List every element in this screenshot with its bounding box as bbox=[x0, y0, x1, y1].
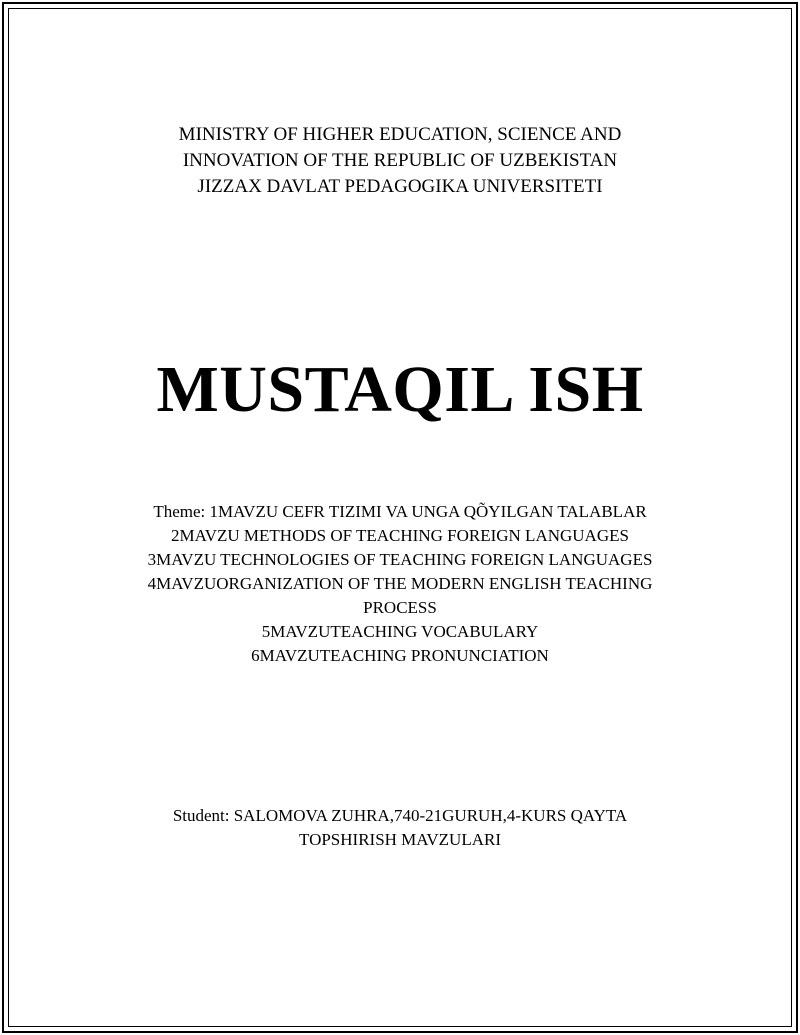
student-line: Student: SALOMOVA ZUHRA,740-21GURUH,4-KURS QAYTA bbox=[172, 806, 628, 825]
theme-line: 4MAVZUORGANIZATION OF THE MODERN ENGLISH TEACHING bbox=[147, 574, 653, 593]
theme-line: 6MAVZUTEACHING PRONUNCIATION bbox=[251, 646, 549, 665]
theme-line: 5MAVZUTEACHING VOCABULARY bbox=[261, 622, 539, 641]
theme-line: Theme: 1MAVZU CEFR TIZIMI VA UNGA QÕYILGAN TALABLAR bbox=[153, 502, 647, 521]
theme-line: 3MAVZU TECHNOLOGIES OF TEACHING FOREIGN LANGUAGES bbox=[147, 550, 653, 569]
ministry-header bbox=[0, 122, 800, 200]
theme-line: PROCESS bbox=[363, 598, 437, 617]
header-line: MINISTRY OF HIGHER EDUCATION, SCIENCE AND bbox=[178, 124, 622, 145]
student-info bbox=[0, 804, 800, 852]
header-line: JIZZAX DAVLAT PEDAGOGIKA UNIVERSITETI bbox=[197, 176, 603, 197]
document-title: MUSTAQIL ISH bbox=[156, 353, 644, 426]
theme-line: 2MAVZU METHODS OF TEACHING FOREIGN LANGUAGES bbox=[171, 526, 629, 545]
student-line: TOPSHIRISH MAVZULARI bbox=[299, 830, 501, 849]
header-line: INNOVATION OF THE REPUBLIC OF UZBEKISTAN bbox=[182, 150, 618, 171]
theme-list bbox=[0, 500, 800, 668]
